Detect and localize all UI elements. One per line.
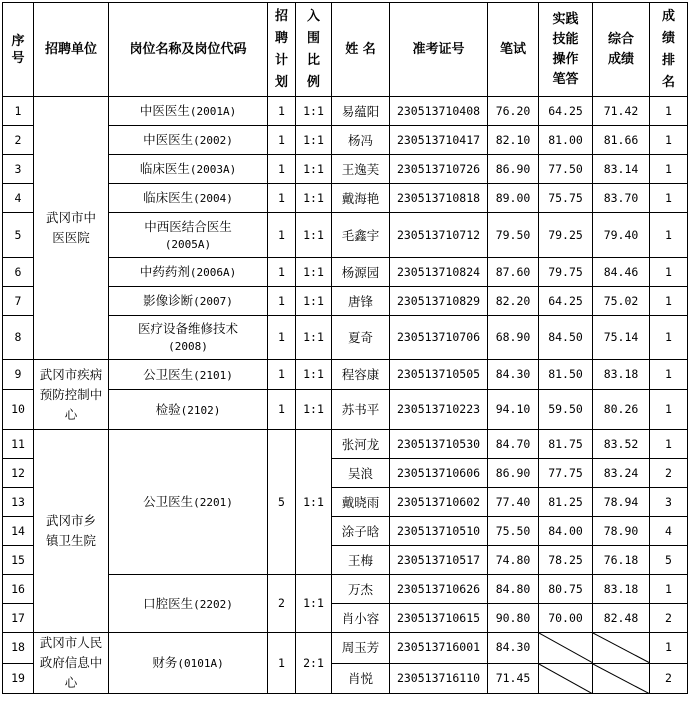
plan-cell: 1	[268, 633, 296, 694]
written-cell: 89.00	[488, 184, 539, 213]
header-unit: 招聘单位	[34, 3, 109, 97]
practical-cell: 79.25	[539, 213, 593, 258]
position-code: (2002)	[193, 134, 233, 147]
name-cell: 苏书平	[332, 390, 390, 430]
exam-no-cell: 230513716001	[390, 633, 488, 664]
diagonal-slash	[539, 633, 592, 663]
plan-cell: 5	[268, 430, 296, 575]
written-cell: 84.30	[488, 360, 539, 390]
position-name: 影像诊断	[143, 293, 194, 308]
rank-cell: 4	[650, 517, 688, 546]
plan-cell: 1	[268, 316, 296, 360]
seq-cell: 3	[3, 155, 34, 184]
rank-cell: 1	[650, 126, 688, 155]
practical-cell: 75.75	[539, 184, 593, 213]
seq-cell: 2	[3, 126, 34, 155]
name-cell: 肖小容	[332, 604, 390, 633]
written-cell: 71.45	[488, 663, 539, 694]
position-cell	[109, 184, 268, 213]
plan-cell: 1	[268, 126, 296, 155]
rank-cell: 1	[650, 360, 688, 390]
name-cell: 万杰	[332, 575, 390, 604]
ratio-cell: 1:1	[296, 316, 332, 360]
header-total: 综合成绩	[593, 3, 650, 97]
written-cell: 76.20	[488, 97, 539, 126]
table-row	[3, 360, 688, 390]
header-exam-no: 准考证号	[390, 3, 488, 97]
seq-cell: 16	[3, 575, 34, 604]
results-table	[2, 2, 688, 694]
practical-cell: 81.75	[539, 430, 593, 459]
total-cell: 84.46	[593, 258, 650, 287]
ratio-cell: 1:1	[296, 360, 332, 390]
written-cell: 75.50	[488, 517, 539, 546]
written-cell: 82.10	[488, 126, 539, 155]
plan-cell: 1	[268, 184, 296, 213]
header-row	[3, 3, 688, 97]
written-cell: 86.90	[488, 459, 539, 488]
rank-cell: 1	[650, 633, 688, 664]
rank-cell: 2	[650, 663, 688, 694]
total-cell: 75.14	[593, 316, 650, 360]
position-cell	[109, 633, 268, 694]
plan-cell: 1	[268, 390, 296, 430]
header-plan: 招聘计划	[268, 3, 296, 97]
position-name: 医疗设备维修技术	[137, 321, 238, 336]
total-cell: 82.48	[593, 604, 650, 633]
name-cell: 杨冯	[332, 126, 390, 155]
name-cell: 王梅	[332, 546, 390, 575]
written-cell: 84.30	[488, 633, 539, 664]
position-name: 中药药剂	[139, 264, 190, 279]
name-cell: 吴浪	[332, 459, 390, 488]
position-code: (2201)	[193, 496, 233, 509]
total-cell: 79.40	[593, 213, 650, 258]
diagonal-slash	[593, 633, 649, 663]
position-code: (2003A)	[189, 163, 237, 176]
rank-cell: 1	[650, 316, 688, 360]
ratio-cell: 1:1	[296, 258, 332, 287]
name-cell: 戴海艳	[332, 184, 390, 213]
rank-cell: 1	[650, 97, 688, 126]
ratio-cell: 1:1	[296, 287, 332, 316]
total-cell: 83.18	[593, 575, 650, 604]
seq-cell: 8	[3, 316, 34, 360]
table-row	[3, 97, 688, 126]
total-cell: 78.90	[593, 517, 650, 546]
total-cell: 71.42	[593, 97, 650, 126]
rank-cell: 2	[650, 459, 688, 488]
seq-cell: 14	[3, 517, 34, 546]
position-name: 临床医生	[139, 161, 190, 176]
exam-no-cell: 230513716110	[390, 663, 488, 694]
table-row	[3, 633, 688, 664]
written-cell: 77.40	[488, 488, 539, 517]
exam-no-cell: 230513710408	[390, 97, 488, 126]
rank-cell: 2	[650, 604, 688, 633]
practical-cell: 84.00	[539, 517, 593, 546]
practical-cell: 59.50	[539, 390, 593, 430]
position-code: (2007)	[193, 295, 233, 308]
position-code: (2102)	[180, 403, 221, 417]
written-cell: 84.70	[488, 430, 539, 459]
position-cell	[109, 575, 268, 633]
diagonal-slash	[593, 664, 649, 694]
rank-cell: 3	[650, 488, 688, 517]
seq-cell: 19	[3, 663, 34, 694]
position-code: (2001A)	[189, 105, 237, 118]
exam-no-cell: 230513710510	[390, 517, 488, 546]
header-rank: 成绩排名	[650, 3, 688, 97]
rank-cell: 1	[650, 430, 688, 459]
seq-cell: 17	[3, 604, 34, 633]
practical-cell: 70.00	[539, 604, 593, 633]
exam-no-cell: 230513710223	[390, 390, 488, 430]
ratio-cell: 2:1	[296, 633, 332, 694]
total-cell: 83.70	[593, 184, 650, 213]
position-code: (2004)	[193, 192, 233, 205]
exam-no-cell: 230513710726	[390, 155, 488, 184]
exam-no-cell: 230513710602	[390, 488, 488, 517]
name-cell: 毛鑫宇	[332, 213, 390, 258]
practical-cell: 81.00	[539, 126, 593, 155]
written-cell: 74.80	[488, 546, 539, 575]
written-cell: 87.60	[488, 258, 539, 287]
written-cell: 86.90	[488, 155, 539, 184]
position-cell	[109, 126, 268, 155]
seq-cell: 12	[3, 459, 34, 488]
practical-cell: 78.25	[539, 546, 593, 575]
header-ratio: 入围比例	[296, 3, 332, 97]
header-practical: 实践技能操作笔答	[539, 3, 593, 97]
seq-cell: 10	[3, 390, 34, 430]
practical-cell: 79.75	[539, 258, 593, 287]
plan-cell: 1	[268, 213, 296, 258]
practical-cell: 84.50	[539, 316, 593, 360]
plan-cell: 1	[268, 258, 296, 287]
seq-cell: 13	[3, 488, 34, 517]
seq-cell: 1	[3, 97, 34, 126]
empty-practical-cell	[539, 663, 593, 694]
unit-cell: 武冈市人民政府信息中心	[34, 633, 109, 694]
empty-total-cell	[593, 633, 650, 664]
name-cell: 周玉芳	[332, 633, 390, 664]
exam-no-cell: 230513710417	[390, 126, 488, 155]
exam-no-cell: 230513710606	[390, 459, 488, 488]
rank-cell: 1	[650, 155, 688, 184]
position-cell	[109, 155, 268, 184]
header-name: 姓 名	[332, 3, 390, 97]
seq-cell: 9	[3, 360, 34, 390]
position-name: 口腔医生	[143, 595, 194, 611]
position-cell	[109, 360, 268, 390]
rank-cell: 1	[650, 184, 688, 213]
exam-no-cell: 230513710517	[390, 546, 488, 575]
seq-cell: 15	[3, 546, 34, 575]
ratio-cell: 1:1	[296, 390, 332, 430]
written-cell: 94.10	[488, 390, 539, 430]
unit-cell: 武冈市乡镇卫生院	[34, 430, 109, 633]
exam-no-cell: 230513710712	[390, 213, 488, 258]
total-cell: 81.66	[593, 126, 650, 155]
written-cell: 90.80	[488, 604, 539, 633]
exam-no-cell: 230513710530	[390, 430, 488, 459]
empty-practical-cell	[539, 633, 593, 664]
practical-cell: 64.25	[539, 287, 593, 316]
name-cell: 肖悦	[332, 663, 390, 694]
position-name: 公卫医生	[143, 494, 194, 509]
position-name: 临床医生	[143, 190, 194, 205]
total-cell: 80.26	[593, 390, 650, 430]
name-cell: 杨源园	[332, 258, 390, 287]
header-written: 笔试	[488, 3, 539, 97]
practical-cell: 77.50	[539, 155, 593, 184]
name-cell: 涂子晗	[332, 517, 390, 546]
total-cell: 83.52	[593, 430, 650, 459]
ratio-cell: 1:1	[296, 430, 332, 575]
header-position: 岗位名称及岗位代码	[109, 3, 268, 97]
position-name: 财务	[152, 655, 178, 670]
position-code: (2202)	[193, 597, 233, 611]
practical-cell: 80.75	[539, 575, 593, 604]
exam-no-cell: 230513710829	[390, 287, 488, 316]
position-cell	[109, 213, 268, 258]
ratio-cell: 1:1	[296, 213, 332, 258]
rank-cell: 1	[650, 575, 688, 604]
header-seq: 序号	[3, 3, 34, 97]
position-cell	[109, 390, 268, 430]
exam-no-cell: 230513710505	[390, 360, 488, 390]
ratio-cell: 1:1	[296, 155, 332, 184]
ratio-cell: 1:1	[296, 126, 332, 155]
rank-cell: 1	[650, 213, 688, 258]
rank-cell: 1	[650, 390, 688, 430]
position-name: 中医医生	[139, 103, 190, 118]
table-row	[3, 430, 688, 459]
plan-cell: 1	[268, 97, 296, 126]
position-code: (2008)	[168, 340, 208, 353]
position-code: (0101A)	[177, 657, 224, 670]
position-name: 中西医结合医生	[144, 218, 232, 234]
written-cell: 82.20	[488, 287, 539, 316]
rank-cell: 5	[650, 546, 688, 575]
unit-cell: 武冈市中医医院	[34, 97, 109, 360]
practical-cell: 81.50	[539, 360, 593, 390]
exam-no-cell: 230513710824	[390, 258, 488, 287]
ratio-cell: 1:1	[296, 184, 332, 213]
exam-no-cell: 230513710818	[390, 184, 488, 213]
seq-cell: 7	[3, 287, 34, 316]
total-cell: 76.18	[593, 546, 650, 575]
total-cell: 83.18	[593, 360, 650, 390]
practical-cell: 64.25	[539, 97, 593, 126]
position-cell	[109, 316, 268, 360]
ratio-cell: 1:1	[296, 575, 332, 633]
position-cell	[109, 430, 268, 575]
name-cell: 戴晓雨	[332, 488, 390, 517]
seq-cell: 5	[3, 213, 34, 258]
exam-no-cell: 230513710615	[390, 604, 488, 633]
written-cell: 84.80	[488, 575, 539, 604]
plan-cell: 2	[268, 575, 296, 633]
seq-cell: 18	[3, 633, 34, 664]
seq-cell: 11	[3, 430, 34, 459]
name-cell: 张河龙	[332, 430, 390, 459]
total-cell: 78.94	[593, 488, 650, 517]
position-code: (2005A)	[164, 237, 212, 251]
empty-total-cell	[593, 663, 650, 694]
name-cell: 夏奇	[332, 316, 390, 360]
practical-cell: 81.25	[539, 488, 593, 517]
name-cell: 王逸芙	[332, 155, 390, 184]
position-name: 检验	[155, 401, 181, 417]
name-cell: 程容康	[332, 360, 390, 390]
position-name: 公卫医生	[143, 366, 194, 382]
position-cell	[109, 287, 268, 316]
name-cell: 易蕴阳	[332, 97, 390, 126]
position-cell	[109, 97, 268, 126]
plan-cell: 1	[268, 155, 296, 184]
plan-cell: 1	[268, 360, 296, 390]
written-cell: 79.50	[488, 213, 539, 258]
total-cell: 75.02	[593, 287, 650, 316]
position-name: 中医医生	[143, 132, 194, 147]
total-cell: 83.24	[593, 459, 650, 488]
seq-cell: 4	[3, 184, 34, 213]
exam-no-cell: 230513710706	[390, 316, 488, 360]
rank-cell: 1	[650, 287, 688, 316]
name-cell: 唐锋	[332, 287, 390, 316]
seq-cell: 6	[3, 258, 34, 287]
position-code: (2101)	[193, 368, 233, 382]
practical-cell: 77.75	[539, 459, 593, 488]
written-cell: 68.90	[488, 316, 539, 360]
diagonal-slash	[539, 664, 592, 694]
ratio-cell: 1:1	[296, 97, 332, 126]
position-cell	[109, 258, 268, 287]
exam-no-cell: 230513710626	[390, 575, 488, 604]
total-cell: 83.14	[593, 155, 650, 184]
unit-cell: 武冈市疾病预防控制中心	[34, 360, 109, 430]
position-code: (2006A)	[189, 266, 237, 279]
rank-cell: 1	[650, 258, 688, 287]
plan-cell: 1	[268, 287, 296, 316]
